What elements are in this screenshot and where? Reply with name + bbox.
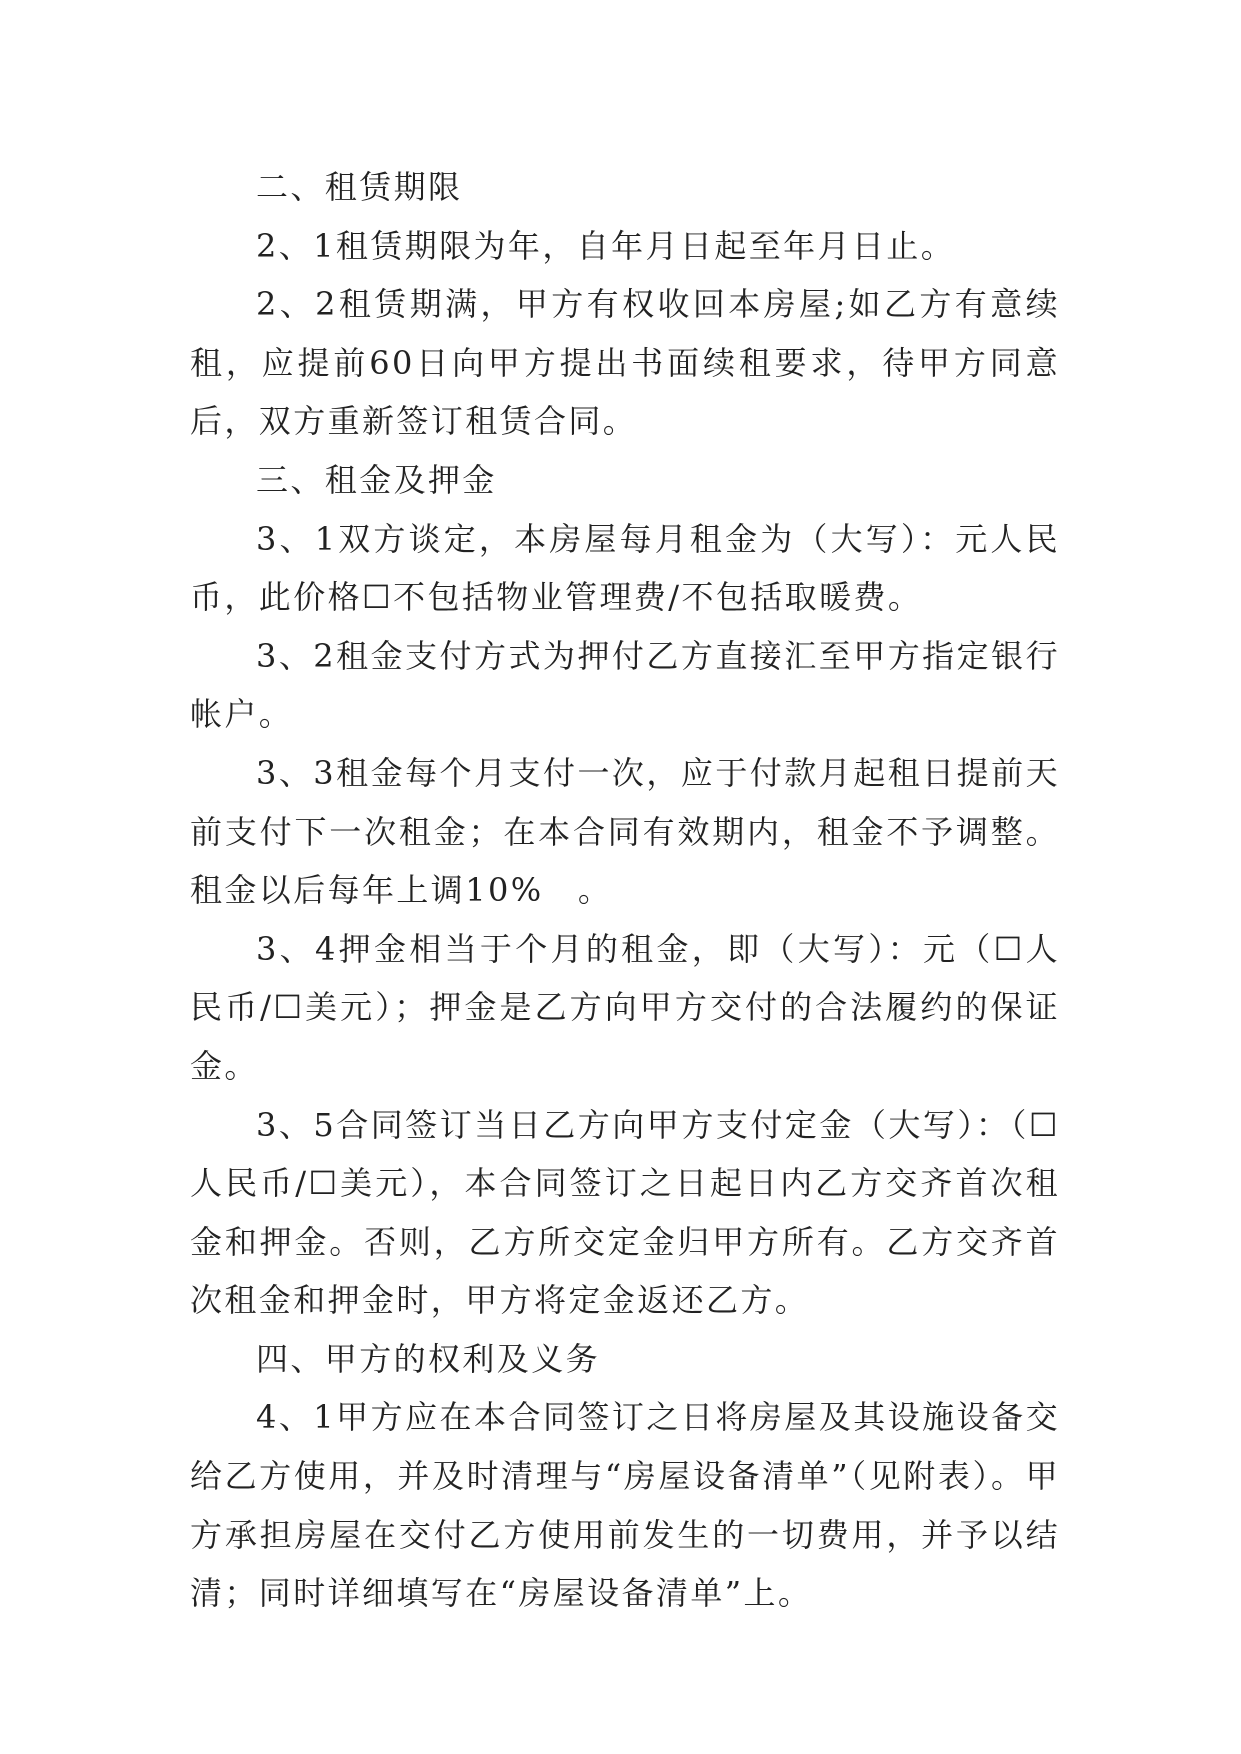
clause-3-2: 3、2租金支付方式为押付乙方直接汇至甲方指定银行帐户。 — [190, 636, 1060, 734]
document-body — [190, 158, 1060, 1623]
section-heading-rent-deposit: 三、租金及押金 — [256, 460, 497, 499]
clause-2-2: 2、2租赁期满，甲方有权收回本房屋;如乙方有意续租，应提前60日向甲方提出书面续租要求，待甲方同意后，双方重新签订租赁合同。 — [190, 285, 1060, 441]
clause-3-4: 3、4押金相当于个月的租金，即（大写）：元（☐人民币/☐美元）；押金是乙方向甲方交付的合法履约的保证金。 — [190, 929, 1060, 1085]
section-heading-lease-term: 二、租赁期限 — [256, 168, 463, 206]
clause-3-5: 3、5合同签订当日乙方向甲方支付定金（大写）：（☐人民币/☐美元），本合同签订之日起日内乙方交齐首次租金和押金。否则，乙方所交定金归甲方所有。乙方交齐首次租金和押金时，甲方将定金返还乙方。 — [190, 1105, 1060, 1320]
clause-3-3: 3、3租金每个月支付一次，应于付款月起租日提前天前支付下一次租金；在本合同有效期内，租金不予调整。租金以后每年上调10% 。 — [190, 753, 1060, 910]
clause-2-1: 2、1租赁期限为年，自年月日起至年月日止。 — [256, 226, 956, 265]
clause-3-1: 3、1双方谈定，本房屋每月租金为（大写）：元人民币，此价格☐不包括物业管理费/不包括取暖费。 — [190, 519, 1060, 617]
section-heading-party-a-rights: 四、甲方的权利及义务 — [256, 1339, 601, 1378]
clause-4-1: 4、1甲方应在本合同签订之日将房屋及其设施设备交给乙方使用，并及时清理与“房屋设备清单”（见附表）。甲方承担房屋在交付乙方使用前发生的一切费用，并予以结清；同时详细填写在“房屋设备清单”上。 — [190, 1398, 1060, 1613]
